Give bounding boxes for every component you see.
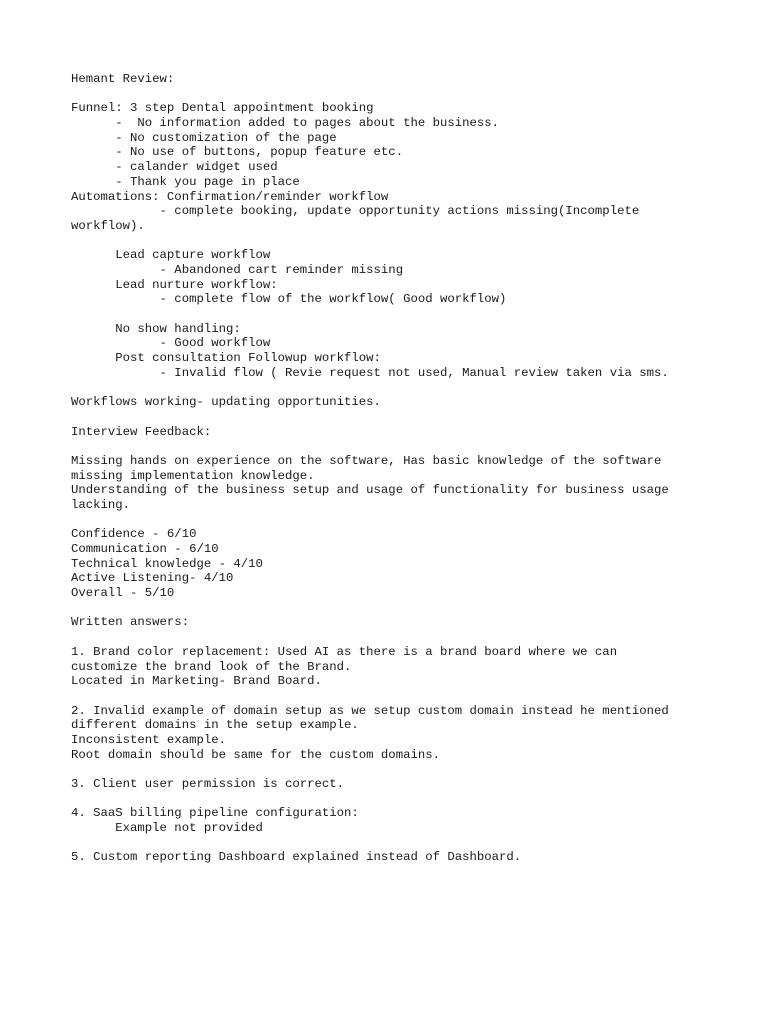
text-line: Inconsistent example. <box>71 732 226 747</box>
text-line: lacking. <box>71 497 131 512</box>
text-line: - No customization of the page <box>71 130 337 145</box>
text-line: Located in Marketing- Brand Board. <box>71 674 322 689</box>
text-line: Post consultation Followup workflow: <box>71 351 381 366</box>
blank-line <box>71 792 751 807</box>
text-line: Workflows working- updating opportunities. <box>71 395 381 410</box>
text-line: Technical knowledge - 4/10 <box>71 556 263 571</box>
text-line: Automations: Confirmation/reminder workflow <box>71 189 389 204</box>
text-line: - Abandoned cart reminder missing <box>71 262 404 277</box>
text-line: No show handling: <box>71 321 241 336</box>
text-line: Communication - 6/10 <box>71 542 219 556</box>
text-line: - complete flow of the workflow( Good workflow) <box>71 292 507 307</box>
text-line: - Invalid flow ( Revie request not used, Manual review taken via sms. <box>71 365 669 380</box>
text-line: 3. Client user permission is correct. <box>71 777 345 791</box>
text-line: Confidence - 6/10 <box>71 527 197 542</box>
text-line: Root domain should be same for the custom domains. <box>71 747 440 762</box>
text-line: Understanding of the business setup and usage of functionality for business usage <box>71 483 669 498</box>
text-line: 1. Brand color replacement: Used AI as there is a brand board where we can <box>71 644 618 659</box>
text-line: workflow). <box>71 218 145 233</box>
blank-line <box>71 307 751 322</box>
text-line: 4. SaaS billing pipeline configuration: <box>71 806 359 821</box>
text-line: Missing hands on experience on the software, Has basic knowledge of the software <box>71 453 662 468</box>
text-line: - calander widget used <box>71 160 278 175</box>
blank-line <box>71 410 751 425</box>
text-line: Funnel: 3 step Dental appointment booking <box>71 101 374 116</box>
blank-line <box>71 87 751 102</box>
text-line: different domains in the setup example. <box>71 718 359 733</box>
blank-line <box>71 689 751 704</box>
text-line: missing implementation knowledge. <box>71 468 315 483</box>
text-line: customize the brand look of the Brand. <box>71 659 352 674</box>
blank-line <box>71 601 751 616</box>
blank-line <box>71 234 751 249</box>
text-line: Lead capture workflow <box>71 248 271 263</box>
text-line: Hemant Review: <box>71 72 175 86</box>
text-line: Written answers: <box>71 615 190 630</box>
text-line: 2. Invalid example of domain setup as we setup custom domain instead he mentioned <box>71 703 669 718</box>
blank-line <box>71 762 751 777</box>
blank-line <box>71 380 751 395</box>
document-body <box>71 72 751 865</box>
text-line: Overall - 5/10 <box>71 586 175 601</box>
text-line: - Thank you page in place <box>71 174 300 189</box>
text-line: Lead nurture workflow: <box>71 277 278 292</box>
blank-line <box>71 836 751 851</box>
text-line: - No use of buttons, popup feature etc. <box>71 145 404 160</box>
text-line: Interview Feedback: <box>71 424 212 439</box>
blank-line <box>71 513 751 528</box>
text-line: - complete booking, update opportunity actions missing(Incomplete <box>71 204 640 219</box>
text-line: Active Listening- 4/10 <box>71 571 234 586</box>
blank-line <box>71 630 751 645</box>
blank-line <box>71 439 751 454</box>
text-line: - No information added to pages about the business. <box>71 116 500 131</box>
text-line: 5. Custom reporting Dashboard explained instead of Dashboard. <box>71 850 522 865</box>
text-line: Example not provided <box>71 821 263 836</box>
text-line: - Good workflow <box>71 336 271 351</box>
